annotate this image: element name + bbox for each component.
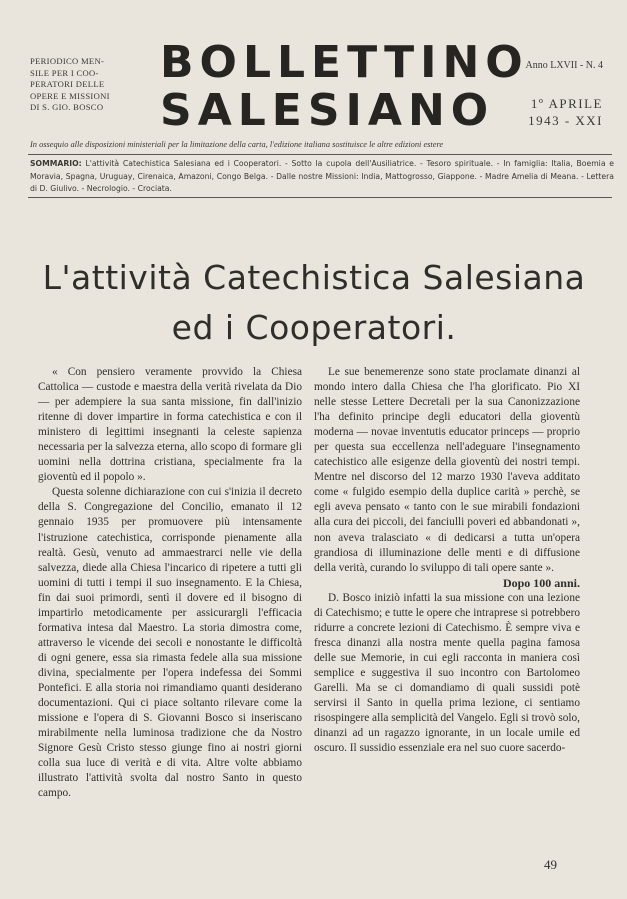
section-heading: Dopo 100 anni.: [502, 575, 580, 590]
article-title-line2: ed i Cooperatori.: [171, 308, 457, 347]
masthead-title-line1: BOLLETTINO: [160, 37, 529, 88]
article-left-column: [38, 365, 302, 801]
article-paragraph: « Con pensiero veramente provvido la Chiesa Cattolica — custode e maestra della verità rivelata da Dio — per adempiere la sua santa missione, fin dall'inizio ritenne di dover impartire in forma catechistica e con il ministero di legittimi insegnanti la celeste sapienza necessaria per la salvezza eterna, allo scopo di formare gli uomini nella dottrina cristiana, specialmente fra la gioventù ed il popolo ».: [38, 366, 302, 484]
periodical-description-line: PERIODICO MEN-: [30, 56, 105, 66]
paper-limitation-notice: In ossequio alle disposizioni ministeriali per la limitazione della carta, l'edizione italiana sostituisce le altre edizioni estere: [30, 140, 444, 149]
contents-label: SOMMARIO:: [30, 159, 82, 168]
article-right-column: [314, 365, 580, 756]
periodical-description-line: SILE PER I COO-: [30, 67, 99, 78]
article-paragraph: Le sue benemerenze sono state proclamate dinanzi al mondo intero dalla Chiesa che l'ha glorificato. Pio XI nelle stesse Lettere Decretali per la sua Canonizzazione l'ha definito principe degli educatori della gioventù moderna — novae inventutis educator princeps — proprio per questa sua eccellenza nell'adeguare l'insegnamento catechistico alle esigenze della gioventù dei nostri tempi. Mentre nel discorso del 12 marzo 1930 l'aveva additato come « fulgido esempio della duplice carità » perchè, se egli aveva pensato « tanto con le sue mirabili fondazioni alla cura dei piccoli, dei fanciulli poveri ed abbandonati », non aveva tralasciato « di dedicarsi a tutta un'opera grandiosa di illuminazione delle menti e di diffusione della verità, curando lo sviluppo di tali opere sante ».: [314, 366, 580, 574]
issue-date: [528, 95, 603, 129]
periodical-description: [30, 56, 148, 114]
article-title-line1: L'attività Catechistica Salesiana: [42, 258, 586, 297]
page-number: 49: [544, 857, 557, 872]
contents-divider: [28, 197, 612, 198]
issue-number: Anno LXVII - N. 4: [525, 60, 603, 71]
periodical-description-line: DI S. GIO. BOSCO: [30, 102, 104, 113]
issue-date-line1: 1º APRILE: [530, 96, 603, 111]
article-paragraph: Questa solenne dichiarazione con cui s'inizia il decreto della S. Congregazione del Concilio, emanato il 12 gennaio 1935 per promuovere più intensamente l'istruzione catechistica, corrisponde pienamente alla realtà. Gesù, venuto ad ammaestrarci nelle vie della salvezza, diede alla Chiesa l'incarico di ripetere a tutti gli uomini di tutti i tempi il suo insegnamento. E la Chiesa, fin dai suoi primordi, sentì il dovere ed il bisogno di impartirlo metodicamente per assicurargli l'efficacia formativa intesa dal Maestro. La storia dimostra come, attraverso le vicende dei secoli e nonostante le difficoltà di ogni genere, essa sia rimasta fedele alla sua missione divina, specialmente per l'opera indefessa dei Sommi Pontefici. E alla storia noi rimandiamo quanti desiderano documentazioni. Qui ci piace soltanto rilevare come la missione e l'opera di S. Giovanni Bosco si inseriscano mirabilmente nella luminosa tradizione che da Nostro Signore Gesù Cristo stesso giunge fino ai nostri giorni colla sua luce di verità e di vita. Altre volte abbiamo illustrato l'attività svolta dal nostro Santo in questo campo.: [38, 486, 302, 800]
periodical-description-line: PERATORI DELLE: [30, 79, 105, 90]
article-paragraph: D. Bosco iniziò infatti la sua missione con una lezione di Catechismo; e tutte le opere che intraprese si potrebbero ridurre a concrete lezioni di Catechismo. È sempre viva e fresca dinanzi alla nostra mente quella pagina famosa delle sue Memorie, in cui egli racconta in maniera così semplice e suggestiva il suo incontro con Bartolomeo Garelli. Ma se ci domandiamo di quali sussidi potè servirsi il Santo in quella prima lezione, ci sentiamo risospingere alla semplicità del Vangelo. Egli si trovò solo, dinanzi ad un ragazzo ignorante, in un locale umile ed oscuro. Il sussidio essenziale era nel suo cuore sacerdo-: [314, 591, 580, 755]
header-divider: [28, 154, 612, 155]
table-of-contents: [30, 158, 614, 196]
masthead-title-line2: SALESIANO: [160, 85, 495, 136]
issue-date-line2: 1943 - XXI: [528, 113, 603, 128]
periodical-description-line: OPERE E MISSIONI: [30, 90, 110, 101]
contents-text: L'attività Catechistica Salesiana ed i Cooperatori. - Sotto la cupola dell'Ausiliatrice. - Tesoro spirituale. - In famiglia: Italia, Boemia e Moravia, Spagna, Uruguay, Cirenaica, Amazoni, Congo Belga. - Dalle nostre Missioni: India, Mattogrosso, Giappone. - Madre Amelia di Meana. - Lettera di D. Giulivo. - Necrologio. - Crociata.: [30, 159, 614, 193]
